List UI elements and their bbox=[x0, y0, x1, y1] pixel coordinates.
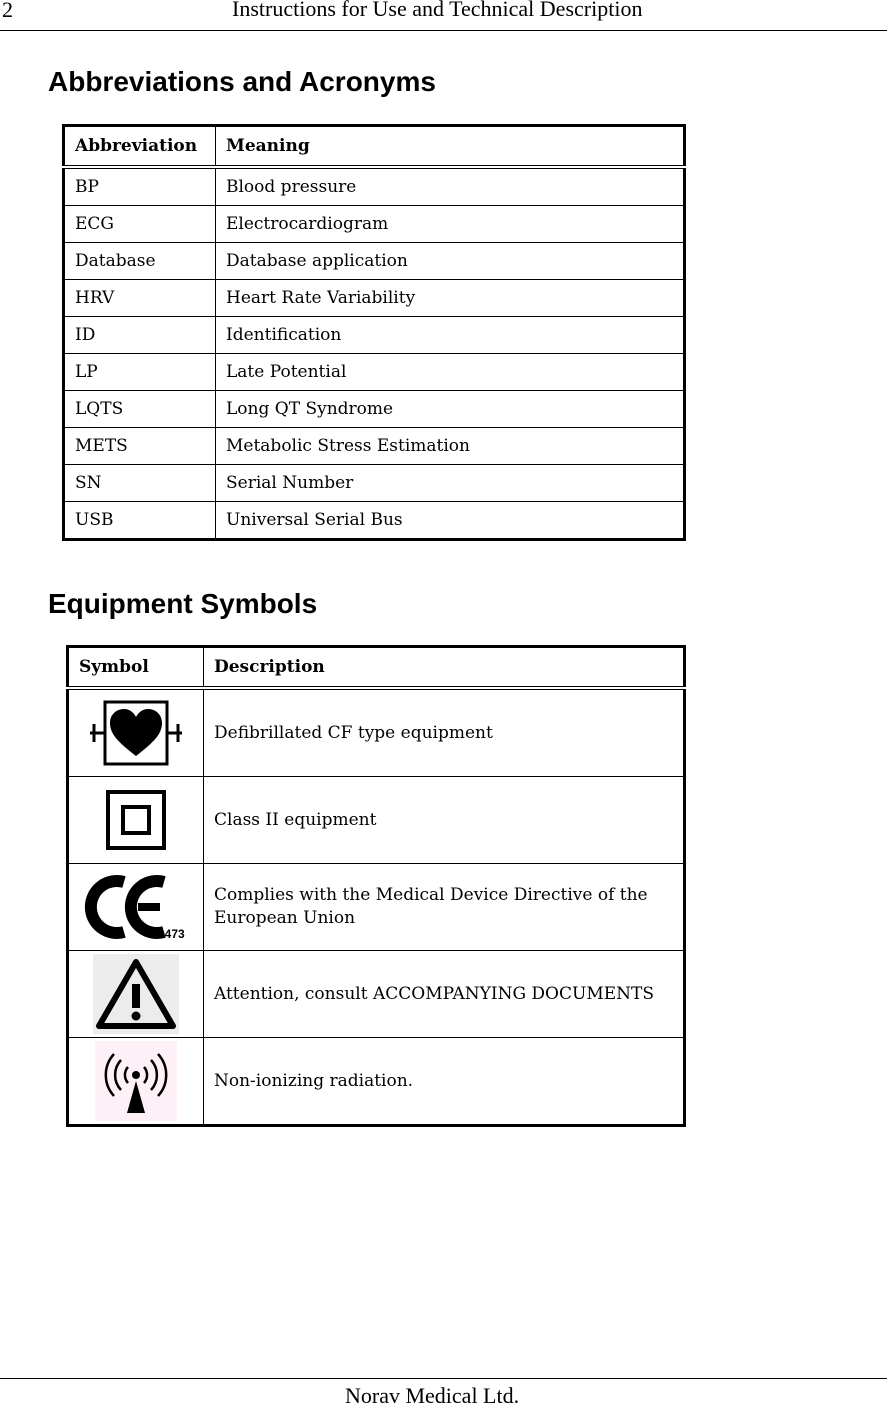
table-row bbox=[64, 167, 685, 206]
equipment-symbols-heading: Equipment Symbols bbox=[48, 588, 318, 619]
table-row bbox=[64, 317, 685, 354]
table-row bbox=[68, 864, 685, 951]
abbreviation-cell: Database bbox=[64, 243, 216, 280]
meaning-cell: Database application bbox=[216, 243, 685, 280]
non-ionizing-radiation-icon bbox=[95, 1041, 177, 1121]
abbreviation-cell: LP bbox=[64, 354, 216, 391]
table-row bbox=[64, 280, 685, 317]
meaning-cell: Heart Rate Variability bbox=[216, 280, 685, 317]
abbreviations-heading: Abbreviations and Acronyms bbox=[48, 66, 436, 97]
class-ii-equipment-icon bbox=[101, 790, 171, 850]
table-row bbox=[64, 502, 685, 540]
meaning-cell: Serial Number bbox=[216, 465, 685, 502]
symbol-description: Attention, consult ACCOMPANYING DOCUMENTS bbox=[204, 951, 685, 1038]
table-row bbox=[64, 465, 685, 502]
company-name: Norav Medical Ltd. bbox=[345, 1383, 520, 1408]
equipment-symbols-table bbox=[66, 645, 686, 1127]
table-row bbox=[68, 951, 685, 1038]
meaning-cell: Blood pressure bbox=[216, 167, 685, 206]
meaning-cell: Identification bbox=[216, 317, 685, 354]
column-header-meaning: Meaning bbox=[216, 126, 685, 168]
abbreviation-cell: LQTS bbox=[64, 391, 216, 428]
abbreviations-table bbox=[62, 124, 686, 541]
abbreviation-cell: USB bbox=[64, 502, 216, 540]
abbreviation-cell: HRV bbox=[64, 280, 216, 317]
table-row bbox=[68, 1038, 685, 1126]
abbreviation-cell: BP bbox=[64, 167, 216, 206]
column-header-abbreviation: Abbreviation bbox=[64, 126, 216, 168]
table-row bbox=[68, 688, 685, 777]
symbol-description: Non-ionizing radiation. bbox=[214, 1070, 414, 1091]
defibrillation-proof-cf-icon bbox=[88, 698, 184, 768]
page-number: 2 bbox=[2, 0, 13, 22]
table-header-row bbox=[68, 647, 685, 689]
table-header-row bbox=[64, 126, 685, 168]
column-header-symbol: Symbol bbox=[68, 647, 204, 689]
abbreviation-cell: ECG bbox=[64, 206, 216, 243]
table-row bbox=[64, 354, 685, 391]
table-row bbox=[64, 391, 685, 428]
symbol-description: Complies with the Medical Device Directive of the European Union bbox=[204, 864, 685, 951]
svg-text:0473: 0473 bbox=[158, 927, 185, 941]
abbreviation-cell: ID bbox=[64, 317, 216, 354]
ce-mark-icon bbox=[80, 872, 192, 942]
symbol-description: Class II equipment bbox=[204, 777, 685, 864]
meaning-cell: Long QT Syndrome bbox=[216, 391, 685, 428]
warning-triangle-icon bbox=[93, 954, 179, 1034]
page-footer bbox=[0, 1378, 887, 1406]
column-header-description: Description bbox=[204, 647, 685, 689]
meaning-cell: Universal Serial Bus bbox=[226, 510, 403, 530]
meaning-cell: Electrocardiogram bbox=[216, 206, 685, 243]
abbreviation-cell: SN bbox=[64, 465, 216, 502]
abbreviation-cell: METS bbox=[64, 428, 216, 465]
table-row bbox=[64, 206, 685, 243]
meaning-cell: Late Potential bbox=[216, 354, 685, 391]
table-row bbox=[68, 777, 685, 864]
meaning-cell: Metabolic Stress Estimation bbox=[216, 428, 685, 465]
page-header bbox=[0, 0, 887, 31]
symbol-description: Defibrillated CF type equipment bbox=[204, 688, 685, 777]
table-row bbox=[64, 428, 685, 465]
document-title: Instructions for Use and Technical Description bbox=[232, 0, 643, 21]
table-row bbox=[64, 243, 685, 280]
